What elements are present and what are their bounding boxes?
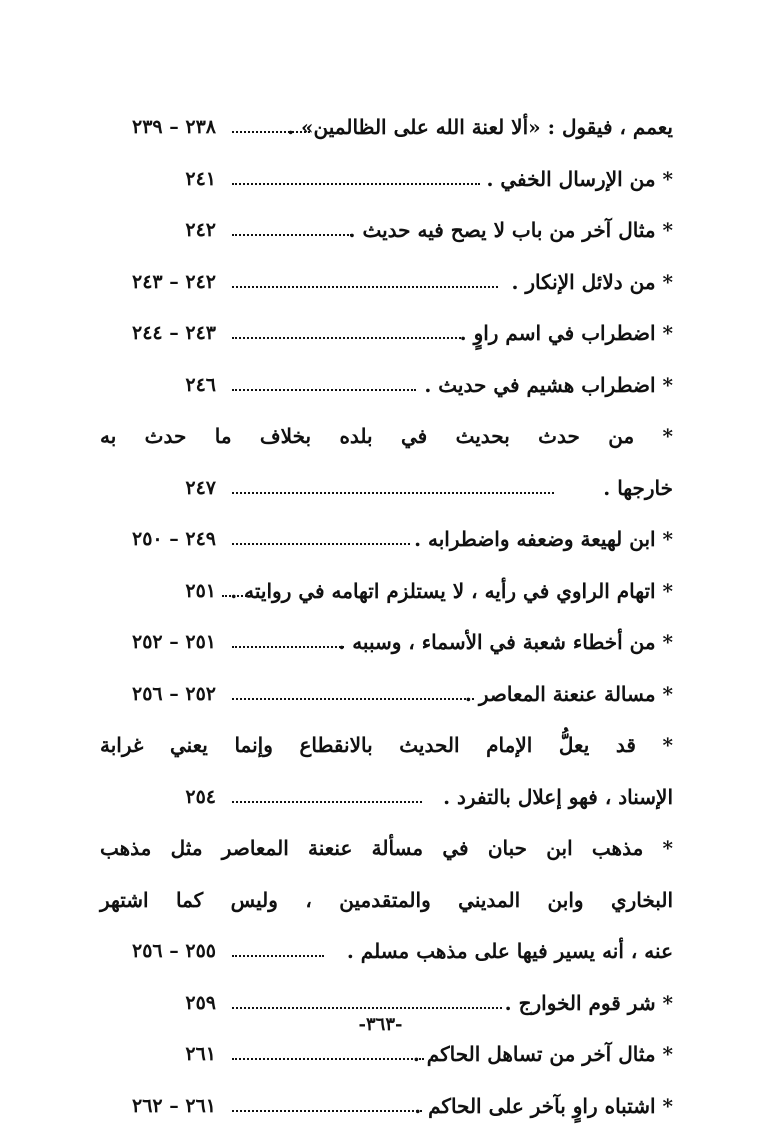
table-of-contents: [0, 104, 761, 1134]
toc-entry-title: * ابن لهيعة وضعفه واضطرابه .: [414, 524, 673, 554]
toc-entry-title: * مسالة عنعنة المعاصر .: [465, 679, 673, 709]
toc-entry-pages: ٢٤٣ – ٢٤٤: [108, 318, 216, 348]
dotted-leader: [232, 492, 554, 494]
toc-entry-pages: ٢٥٥ – ٢٥٦: [108, 936, 216, 966]
toc-entry-title: البخاري وابن المديني والمتقدمين ، وليس كما اشتهر: [100, 885, 673, 915]
toc-entry: [0, 1083, 761, 1134]
toc-entry: [0, 774, 761, 826]
toc-entry-title: الإسناد ، فهو إعلال بالتفرد .: [443, 782, 673, 812]
toc-entry-title: * من الإرسال الخفي .: [486, 164, 673, 194]
toc-entry-title: * من حدث بحديث في بلده بخلاف ما حدث به: [100, 421, 673, 451]
dotted-leader: [232, 234, 352, 236]
toc-entry: [0, 928, 761, 980]
toc-entry-pages: ٢٤١: [108, 164, 216, 194]
toc-entry-title: * اضطراب في اسم راوٍ .: [460, 318, 673, 348]
toc-entry-title: * من دلائل الإنكار .: [511, 267, 673, 297]
toc-entry-pages: ٢٣٨ – ٢٣٩: [108, 112, 216, 142]
page-number: -٣٦٣-: [0, 1014, 761, 1035]
toc-entry: [0, 825, 761, 877]
toc-entry: [0, 722, 761, 774]
toc-entry-pages: ٢٥١ – ٢٥٢: [108, 627, 216, 657]
toc-entry: [0, 619, 761, 671]
toc-entry-pages: ٢٦١ – ٢٦٢: [108, 1091, 216, 1121]
toc-entry: [0, 465, 761, 517]
toc-entry-pages: ٢٤٢: [108, 215, 216, 245]
dotted-leader: [232, 183, 480, 185]
dotted-leader: [232, 1007, 502, 1009]
toc-entry: [0, 516, 761, 568]
toc-entry-pages: ٢٥٤: [108, 782, 216, 812]
toc-entry-title: * اتهام الراوي في رأيه ، لا يستلزم اتهامه في روايته .: [230, 576, 673, 606]
dotted-leader: [232, 955, 324, 957]
toc-entry-title: * اضطراب هشيم في حديث .: [424, 370, 673, 400]
toc-entry: [0, 877, 761, 929]
toc-entry-title: * قد يعلُّ الإمام الحديث بالانقطاع وإنما يعني غرابة: [100, 730, 673, 760]
dotted-leader: [232, 698, 474, 700]
dotted-leader: [232, 801, 422, 803]
dotted-leader: [232, 1110, 422, 1112]
toc-entry-title: * مثال آخر من باب لا يصح فيه حديث .: [349, 215, 673, 245]
toc-entry: [0, 104, 761, 156]
toc-entry: [0, 413, 761, 465]
dotted-leader: [232, 337, 464, 339]
dotted-leader: [222, 595, 250, 597]
toc-entry-title: * اشتباه راوٍ بآخر على الحاكم .: [414, 1091, 673, 1121]
toc-entry-title: يعمم ، فيقول : «ألا لعنة الله على الظالمين» .: [287, 112, 673, 142]
toc-entry-title: * مثال آخر من تساهل الحاكم .: [413, 1039, 673, 1069]
toc-entry: [0, 310, 761, 362]
dotted-leader: [232, 543, 410, 545]
dotted-leader: [232, 646, 344, 648]
toc-entry-title: * مذهب ابن حبان في مسألة عنعنة المعاصر مثل مذهب: [100, 833, 673, 863]
toc-entry: [0, 671, 761, 723]
dotted-leader: [232, 389, 416, 391]
toc-entry: [0, 259, 761, 311]
toc-entry-pages: ٢٦١: [108, 1039, 216, 1069]
toc-entry-title: * شر قوم الخوارج .: [505, 988, 673, 1018]
toc-entry: [0, 362, 761, 414]
toc-entry-title: * من أخطاء شعبة في الأسماء ، وسببه .: [338, 627, 673, 657]
dotted-leader: [232, 286, 498, 288]
toc-entry-pages: ٢٥١: [108, 576, 216, 606]
toc-entry: [0, 1031, 761, 1083]
toc-entry-pages: ٢٥٢ – ٢٥٦: [108, 679, 216, 709]
toc-entry-pages: ٢٤٦: [108, 370, 216, 400]
toc-entry-pages: ٢٥٩: [108, 988, 216, 1018]
toc-entry-pages: ٢٤٧: [108, 473, 216, 503]
toc-entry: [0, 156, 761, 208]
toc-entry: [0, 568, 761, 620]
dotted-leader: [232, 1058, 424, 1060]
toc-entry-title: خارجها .: [603, 473, 673, 503]
toc-entry-title: عنه ، أنه يسير فيها على مذهب مسلم .: [347, 936, 673, 966]
toc-entry: [0, 207, 761, 259]
dotted-leader: [232, 131, 310, 133]
toc-entry-pages: ٢٤٩ – ٢٥٠: [108, 524, 216, 554]
toc-entry-pages: ٢٤٢ – ٢٤٣: [108, 267, 216, 297]
